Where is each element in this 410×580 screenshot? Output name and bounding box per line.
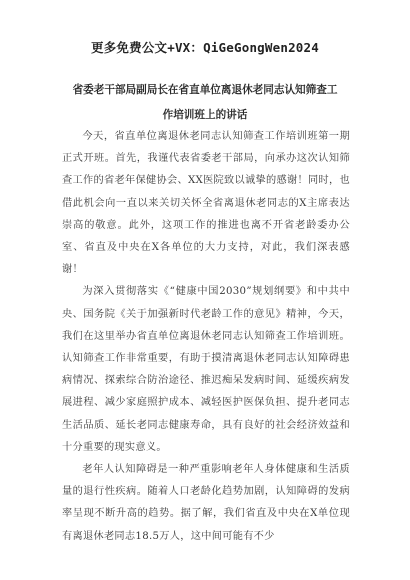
paragraph-1: 今天，省直单位离退休老同志认知筛查工作培训班第一期正式开班。首先，我谨代表省委老干部局，向承办这次认知筛查工作的省老年保健协会、XX医院致以诚挚的感谢！同时，也借此机会向一直以来关切关怀全省离退休老同志的X主席表达崇高的敬意。此外，这项工作的推进也离不开省老龄委办公室、省直及中央在X各单位的大力支持，对此，我们深表感谢！ (62, 131, 350, 276)
promo-header: 更多免费公文+VX：QiGeGongWen2024 (91, 40, 319, 55)
paragraph-2: 为深入贯彻落实《“健康中国2030”规划纲要》和中共中央、国务院《关于加强新时代老龄工作的意见》精神，今天，我们在这里举办省直单位离退休老同志认知筛查工作培训班。认知筛查工作非常重要，有助于摸清离退休老同志认知障碍患病情况、探索综合防治途径、推迟痴呆发病时间、延缓疾病发展进程、减少家庭照护成本、减轻医护医保负担、提升老同志生活品质、延长老同志健康寿命，具有良好的社会经济效益和十分重要的现实意义。 (62, 286, 350, 453)
paragraph-3: 老年人认知障碍是一种严重影响老年人身体健康和生活质量的退行性疾病。随着人口老龄化趋势加剧，认知障碍的发病率呈现不断升高的趋势。据了解，我们省直及中央在X单位现有离退休老同志18.5万人，这中间可能有不少 (62, 464, 350, 542)
document-title (40, 78, 370, 128)
title-line-1: 省委老干部局副局长在省直单位离退休老同志认知筛查工 (72, 84, 338, 96)
title-line-2: 作培训班上的讲话 (162, 109, 248, 121)
document-body (62, 126, 350, 548)
